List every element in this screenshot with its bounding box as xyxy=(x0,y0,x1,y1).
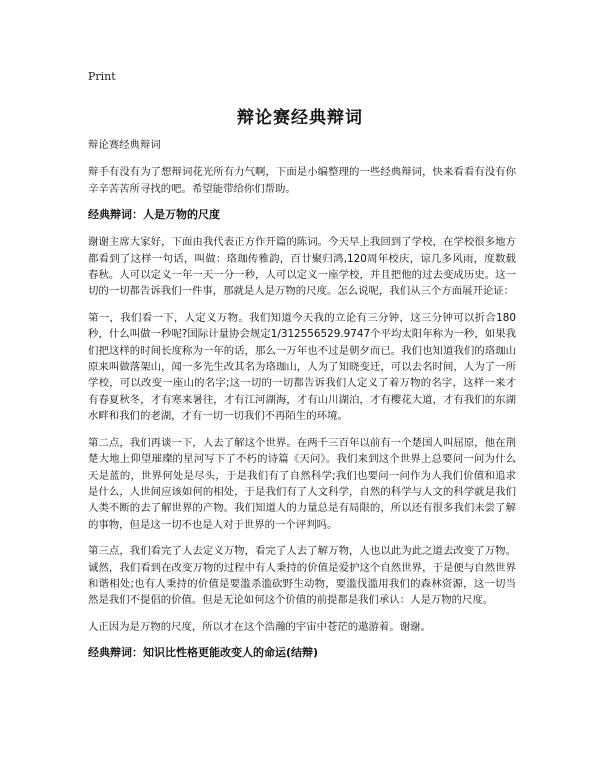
section-heading-2: 经典辩词：知识比性格更能改变人的命运(结辩) xyxy=(88,646,319,660)
document-body xyxy=(88,137,516,672)
paragraph: 第二点，我们再谈一下，人去了解这个世界。在两千三百年以前有一个楚国人叫屈原，他在荆楚大地上仰望璀璨的星河写下了不朽的诗篇《天问》。我们来到这个世界上总要问一问为什么天是蓝的，世界何处是尽头，于是我们有了自然科学;我们也要问一问作为人我们价值和追求是什么，人世间应该如何的相处，于是我们有了人文科学，自然的科学与人文的科学就是我们人类不断的去了解世界的产物。我们知道人的力量总是有局限的，所以还有很多我们未尝了解的事物，但是这一切不也是人对于世界的一个评判吗。 xyxy=(88,436,516,531)
page-title: 辩论赛经典辩词 xyxy=(237,108,363,128)
paragraph: 谢谢主席大家好，下面由我代表正方作开篇的陈词。今天早上我回到了学校，在学校很多地方都看到了这样一句话，叫做：珞珈传雅韵，百廿聚归鸿,120周年校庆，谅几多风雨，度数载春秋。人可以定义一年一天一分一秒，人可以定义一座学校，并且把他的过去变成历史。这一切的一切都告诉我们一件事，那就是人是万物的尺度。怎么说呢，我们从三个方面展开论证： xyxy=(88,236,516,298)
paragraph: 人正因为是万物的尺度，所以才在这个浩瀚的宇宙中苍茫的遨游着。谢谢。 xyxy=(88,620,431,633)
paragraph: 第三点，我们看完了人去定义万物，看完了人去了解万物，人也以此为此之道去改变了万物。诚然，我们看到在改变万物的过程中有人秉持的价值是爱护这个自然世界，于是便与自然世界和谐相处;也有人秉持的价值是要滥杀滥砍野生动物，要滥伐滥用我们的森林资源，这一切当然是我们不提倡的价值。但是无论如何这个价值的前提都是我们承认：人是万物的尺度。 xyxy=(88,545,516,607)
paragraph: 第一，我们看一下，人定义万物。我们知道今天我的立论有三分钟，这三分钟可以折合180秒，什么叫做一秒呢?国际计量协会规定1/312556529.9747个平均太阳年称为一秒，如果我们把这样的时间长度称为一年的话，那么一万年也不过是朝夕而已。我们也知道我们的珞珈山原来叫做落架山，闻一多先生改其名为珞珈山，人为了知晓变迁，可以去名时间，人为了一所学校，可以改变一座山的名字;这一切的一切都告诉我们人定义了着万物的名字，这样一来才有春夏秋冬，才有寒来暑往，才有江河湖海，才有山川湖泊，才有樱花大道，才有我们的东湖水畔和我们的老湖，才有一切一切我们不再陌生的环境。 xyxy=(88,311,516,423)
print-label: Print xyxy=(88,70,116,83)
intro-paragraph: 辩手有没有为了想辩词花光所有力气啊，下面是小编整理的一些经典辩词，快来看看有没有你辛辛苦苦所寻找的吧。希望能带给你们帮助。 xyxy=(88,166,516,195)
subtitle: 辩论赛经典辩词 xyxy=(88,139,161,151)
section-heading-1: 经典辩词：人是万物的尺度 xyxy=(88,208,220,222)
